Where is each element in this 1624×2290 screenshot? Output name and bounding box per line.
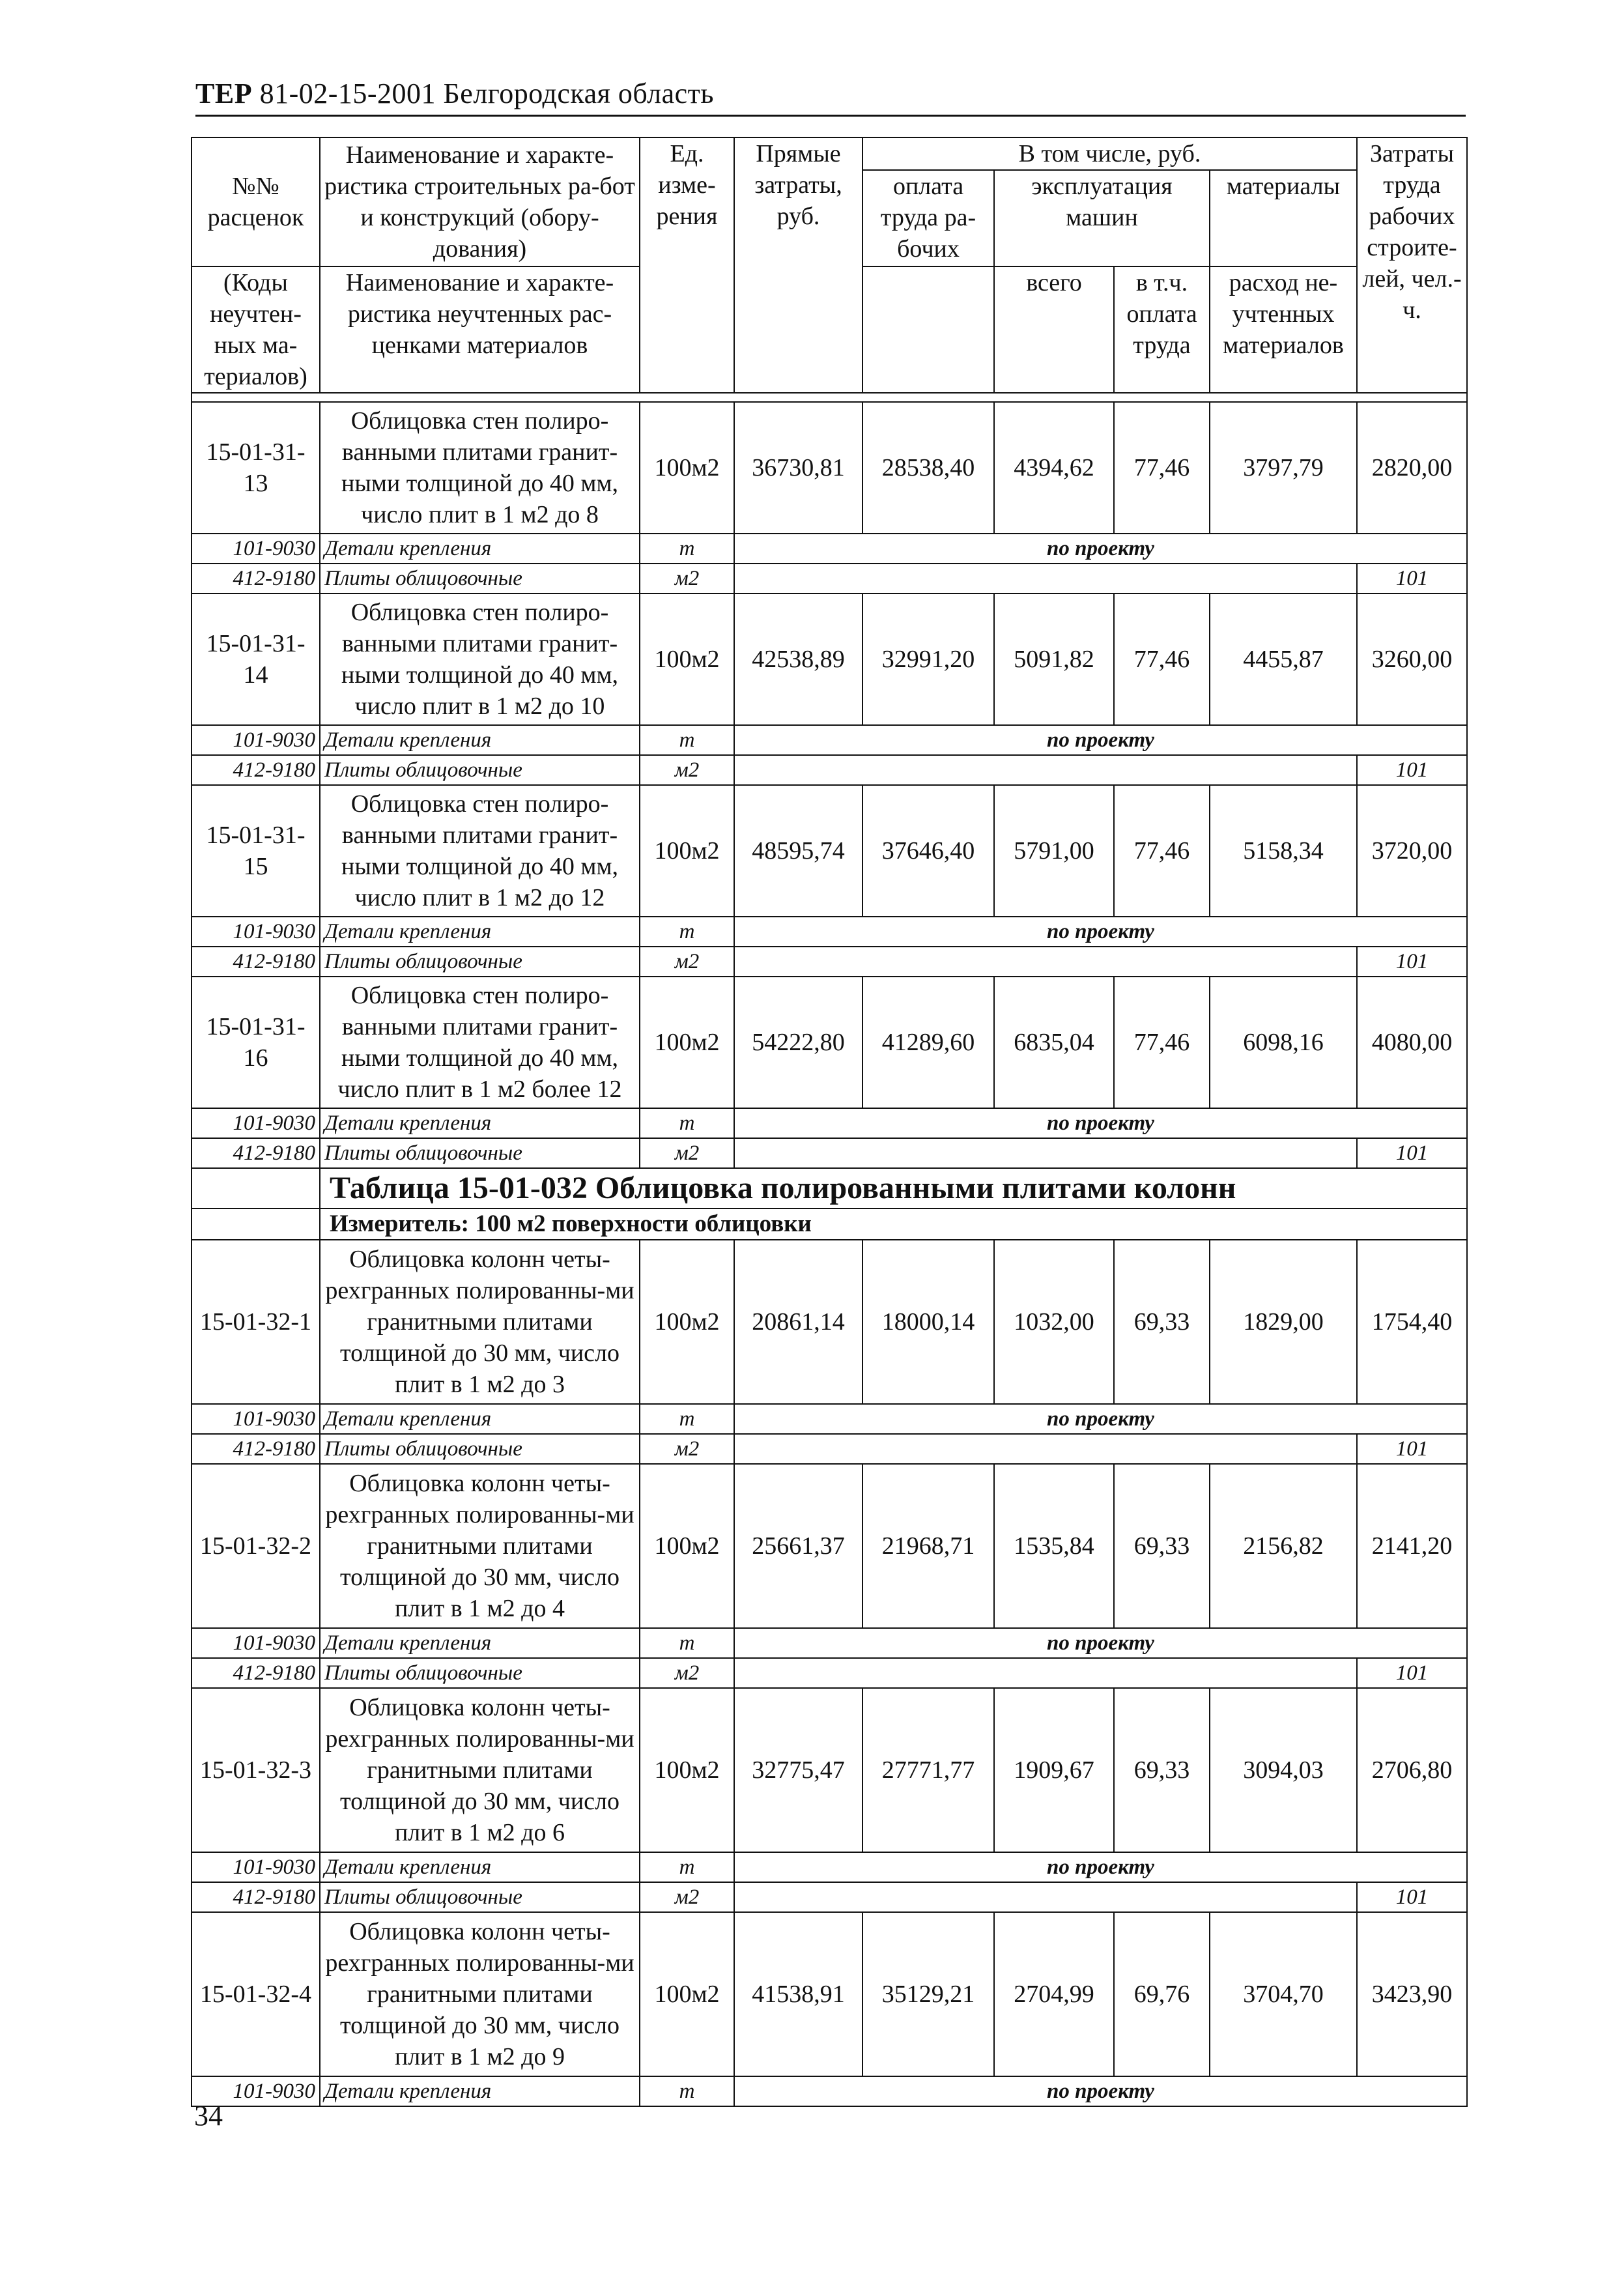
rate-machine-wages: 69,76: [1114, 1912, 1210, 2076]
rate-machine-wages: 69,33: [1114, 1464, 1210, 1628]
material-unit: м2: [640, 1138, 734, 1168]
material-row: [192, 1138, 1467, 1168]
material-code: 412-9180: [192, 1434, 320, 1464]
rate-labor: 3260,00: [1357, 594, 1467, 725]
material-row: [192, 917, 1467, 947]
header-spacer: [192, 393, 1467, 402]
rate-unit: 100м2: [640, 594, 734, 725]
group1-body: [192, 402, 1467, 1168]
rate-unit: 100м2: [640, 1688, 734, 1852]
material-unit: т: [640, 1852, 734, 1882]
material-code: 412-9180: [192, 1882, 320, 1912]
material-row: [192, 1434, 1467, 1464]
material-code: 412-9180: [192, 755, 320, 785]
material-quantity: по проекту: [734, 917, 1467, 947]
material-row: [192, 1628, 1467, 1658]
material-unit: м2: [640, 1658, 734, 1688]
rate-materials: 4455,87: [1210, 594, 1357, 725]
rates-table: [191, 137, 1468, 2107]
material-code: 101-9030: [192, 1852, 320, 1882]
table2-title: Таблица 15-01-032 Облицовка полированными плитами колонн: [320, 1168, 1467, 1209]
rate-machines: 6835,04: [994, 977, 1114, 1108]
rate-row: [192, 402, 1467, 534]
rate-row: [192, 1464, 1467, 1628]
rate-name: Облицовка стен полиро-ванными плитами гранит-ными толщиной до 40 мм, число плит в 1 м2 до 10: [320, 594, 640, 725]
material-name: Детали крепления: [320, 725, 640, 755]
material-quantity: по проекту: [734, 725, 1467, 755]
material-row: [192, 947, 1467, 977]
material-code: 101-9030: [192, 1108, 320, 1138]
material-unit: т: [640, 917, 734, 947]
rate-wages: 41289,60: [862, 977, 994, 1108]
material-name: Детали крепления: [320, 2076, 640, 2106]
material-unit: т: [640, 725, 734, 755]
rate-row: [192, 977, 1467, 1108]
rate-machines: 5791,00: [994, 785, 1114, 917]
rate-machines: 5091,82: [994, 594, 1114, 725]
material-row: [192, 1658, 1467, 1688]
material-row: [192, 534, 1467, 564]
rate-wages: 21968,71: [862, 1464, 994, 1628]
col-header-total: всего: [994, 266, 1114, 393]
col-header-num: №№ расценок: [192, 137, 320, 266]
material-quantity: 101: [1357, 1138, 1467, 1168]
rate-machine-wages: 77,46: [1114, 402, 1210, 534]
rate-wages: 37646,40: [862, 785, 994, 917]
material-name: Детали крепления: [320, 1852, 640, 1882]
col-header-codes: (Коды неучтен-ных ма-териалов): [192, 266, 320, 393]
col-header-name: Наименование и характе-ристика строительных ра-бот и конструкций (обору-дования): [320, 137, 640, 266]
rate-unit: 100м2: [640, 402, 734, 534]
rate-code: 15-01-31-14: [192, 594, 320, 725]
rate-direct-cost: 32775,47: [734, 1688, 862, 1852]
rate-materials: 1829,00: [1210, 1240, 1357, 1404]
rate-row: [192, 1912, 1467, 2076]
rate-direct-cost: 20861,14: [734, 1240, 862, 1404]
rate-direct-cost: 48595,74: [734, 785, 862, 917]
material-blank: [734, 564, 1357, 594]
material-quantity: 101: [1357, 564, 1467, 594]
col-header-labor: Затраты труда рабочих строите-лей, чел.-ч.: [1357, 137, 1467, 393]
page-number: 34: [194, 2100, 223, 2132]
rate-wages: 18000,14: [862, 1240, 994, 1404]
material-name: Детали крепления: [320, 1628, 640, 1658]
rate-labor: 1754,40: [1357, 1240, 1467, 1404]
material-unit: т: [640, 1404, 734, 1434]
material-blank: [734, 755, 1357, 785]
material-unit: т: [640, 1108, 734, 1138]
col-header-machines: эксплуатация машин: [995, 171, 1210, 266]
col-header-mat-use: расход не-учтенных материалов: [1210, 266, 1357, 393]
material-name: Детали крепления: [320, 1108, 640, 1138]
material-code: 101-9030: [192, 917, 320, 947]
material-code: 412-9180: [192, 564, 320, 594]
header-title: 81-02-15-2001 Белгородская область: [259, 78, 714, 109]
running-header: [195, 77, 714, 110]
col-header-wages: оплата труда ра-бочих: [863, 171, 995, 266]
rate-materials: 3797,79: [1210, 402, 1357, 534]
material-code: 101-9030: [192, 2076, 320, 2106]
rate-direct-cost: 42538,89: [734, 594, 862, 725]
material-name: Плиты облицовочные: [320, 1658, 640, 1688]
rate-code: 15-01-31-13: [192, 402, 320, 534]
material-quantity: по проекту: [734, 1852, 1467, 1882]
rate-materials: 5158,34: [1210, 785, 1357, 917]
col-header-incl-group: [862, 137, 1357, 266]
rate-machines: 1032,00: [994, 1240, 1114, 1404]
col-header-wages-cont: [862, 266, 994, 393]
header-rule: [195, 115, 1466, 117]
rate-machines: 1909,67: [994, 1688, 1114, 1852]
rate-machines: 2704,99: [994, 1912, 1114, 2076]
rate-row: [192, 594, 1467, 725]
rate-wages: 35129,21: [862, 1912, 994, 2076]
material-unit: м2: [640, 1882, 734, 1912]
material-name: Плиты облицовочные: [320, 947, 640, 977]
rate-row: [192, 1688, 1467, 1852]
material-quantity: по проекту: [734, 1108, 1467, 1138]
material-unit: м2: [640, 1434, 734, 1464]
rate-code: 15-01-31-15: [192, 785, 320, 917]
rate-name: Облицовка колонн четы-рехгранных полированны-ми гранитными плитами толщиной до 30 мм, число плит в 1 м2 до 4: [320, 1464, 640, 1628]
material-unit: м2: [640, 755, 734, 785]
material-row: [192, 564, 1467, 594]
rate-name: Облицовка колонн четы-рехгранных полированны-ми гранитными плитами толщиной до 30 мм, число плит в 1 м2 до 3: [320, 1240, 640, 1404]
material-quantity: 101: [1357, 1658, 1467, 1688]
rate-materials: 2156,82: [1210, 1464, 1357, 1628]
rate-row: [192, 785, 1467, 917]
rate-labor: 2706,80: [1357, 1688, 1467, 1852]
material-code: 412-9180: [192, 947, 320, 977]
material-name: Плиты облицовочные: [320, 1882, 640, 1912]
rate-unit: 100м2: [640, 1464, 734, 1628]
rate-unit: 100м2: [640, 977, 734, 1108]
material-unit: т: [640, 1628, 734, 1658]
rate-machine-wages: 69,33: [1114, 1240, 1210, 1404]
rate-machine-wages: 69,33: [1114, 1688, 1210, 1852]
rate-machines: 4394,62: [994, 402, 1114, 534]
material-blank: [734, 1882, 1357, 1912]
material-unit: м2: [640, 564, 734, 594]
col-header-materials: материалы: [1226, 173, 1341, 200]
material-code: 101-9030: [192, 1404, 320, 1434]
material-code: 101-9030: [192, 1628, 320, 1658]
rate-wages: 27771,77: [862, 1688, 994, 1852]
material-quantity: по проекту: [734, 534, 1467, 564]
col-header-incl-wages: в т.ч. оплата труда: [1114, 266, 1210, 393]
rate-direct-cost: 25661,37: [734, 1464, 862, 1628]
material-row: [192, 1852, 1467, 1882]
material-row: [192, 1882, 1467, 1912]
rate-row: [192, 1240, 1467, 1404]
col-header-name-mat: Наименование и характе-ристика неучтенных рас-ценками материалов: [320, 266, 640, 393]
material-name: Плиты облицовочные: [320, 564, 640, 594]
rate-unit: 100м2: [640, 1912, 734, 2076]
material-blank: [734, 1658, 1357, 1688]
rate-code: 15-01-32-2: [192, 1464, 320, 1628]
material-row: [192, 1108, 1467, 1138]
rate-unit: 100м2: [640, 785, 734, 917]
rate-materials: 3704,70: [1210, 1912, 1357, 2076]
group2-body: [192, 1240, 1467, 2106]
material-name: Детали крепления: [320, 917, 640, 947]
rate-code: 15-01-31-16: [192, 977, 320, 1108]
material-unit: т: [640, 534, 734, 564]
material-blank: [734, 1138, 1357, 1168]
rate-name: Облицовка стен полиро-ванными плитами гранит-ными толщиной до 40 мм, число плит в 1 м2 до 8: [320, 402, 640, 534]
header-code: ТЕР: [195, 78, 253, 109]
material-row: [192, 725, 1467, 755]
rate-code: 15-01-32-1: [192, 1240, 320, 1404]
rate-name: Облицовка стен полиро-ванными плитами гранит-ными толщиной до 40 мм, число плит в 1 м2 до 12: [320, 785, 640, 917]
rate-wages: 32991,20: [862, 594, 994, 725]
title-spacer: [192, 1168, 320, 1209]
material-blank: [734, 1434, 1357, 1464]
rate-direct-cost: 41538,91: [734, 1912, 862, 2076]
rate-labor: 4080,00: [1357, 977, 1467, 1108]
material-quantity: по проекту: [734, 1404, 1467, 1434]
rate-machines: 1535,84: [994, 1464, 1114, 1628]
rate-direct-cost: 36730,81: [734, 402, 862, 534]
rate-direct-cost: 54222,80: [734, 977, 862, 1108]
rate-wages: 28538,40: [862, 402, 994, 534]
material-quantity: 101: [1357, 1434, 1467, 1464]
material-name: Детали крепления: [320, 1404, 640, 1434]
material-quantity: по проекту: [734, 1628, 1467, 1658]
col-header-incl: В том числе, руб.: [863, 138, 1356, 171]
rate-labor: 2820,00: [1357, 402, 1467, 534]
rate-machine-wages: 77,46: [1114, 977, 1210, 1108]
rate-machine-wages: 77,46: [1114, 594, 1210, 725]
rate-materials: 3094,03: [1210, 1688, 1357, 1852]
rate-labor: 3720,00: [1357, 785, 1467, 917]
material-quantity: 101: [1357, 1882, 1467, 1912]
material-quantity: 101: [1357, 947, 1467, 977]
rate-labor: 3423,90: [1357, 1912, 1467, 2076]
material-name: Детали крепления: [320, 534, 640, 564]
meter-spacer: [192, 1209, 320, 1240]
material-code: 101-9030: [192, 534, 320, 564]
rate-unit: 100м2: [640, 1240, 734, 1404]
col-header-direct: Прямые затраты, руб.: [734, 137, 862, 393]
material-unit: т: [640, 2076, 734, 2106]
material-name: Плиты облицовочные: [320, 1434, 640, 1464]
rate-name: Облицовка колонн четы-рехгранных полированны-ми гранитными плитами толщиной до 30 мм, число плит в 1 м2 до 9: [320, 1912, 640, 2076]
material-code: 412-9180: [192, 1658, 320, 1688]
col-header-unit: Ед. изме-рения: [640, 137, 734, 393]
rate-labor: 2141,20: [1357, 1464, 1467, 1628]
material-row: [192, 755, 1467, 785]
material-quantity: 101: [1357, 755, 1467, 785]
rate-machine-wages: 77,46: [1114, 785, 1210, 917]
material-quantity: по проекту: [734, 2076, 1467, 2106]
material-code: 412-9180: [192, 1138, 320, 1168]
material-row: [192, 1404, 1467, 1434]
rate-materials: 6098,16: [1210, 977, 1357, 1108]
material-unit: м2: [640, 947, 734, 977]
material-name: Плиты облицовочные: [320, 755, 640, 785]
material-row: [192, 2076, 1467, 2106]
material-blank: [734, 947, 1357, 977]
material-name: Плиты облицовочные: [320, 1138, 640, 1168]
rate-name: Облицовка стен полиро-ванными плитами гранит-ными толщиной до 40 мм, число плит в 1 м2 более 12: [320, 977, 640, 1108]
rate-code: 15-01-32-3: [192, 1688, 320, 1852]
material-code: 101-9030: [192, 725, 320, 755]
rate-name: Облицовка колонн четы-рехгранных полированны-ми гранитными плитами толщиной до 30 мм, число плит в 1 м2 до 6: [320, 1688, 640, 1852]
table2-meter: Измеритель: 100 м2 поверхности облицовки: [320, 1209, 1467, 1240]
rate-code: 15-01-32-4: [192, 1912, 320, 2076]
